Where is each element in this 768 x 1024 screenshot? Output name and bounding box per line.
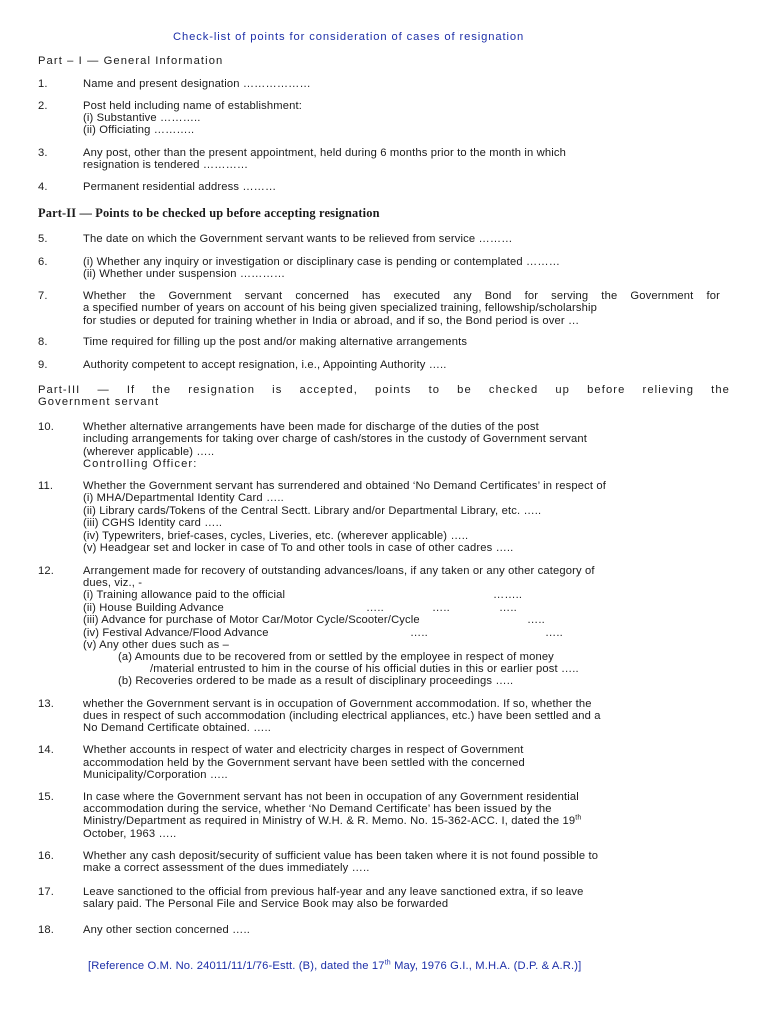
item-text: including arrangements for taking over charge of cash/stores in the custody of Government servant — [83, 433, 587, 445]
item-text: for studies or deputed for training whether in India or abroad, and if so, the Bond period is over … — [83, 315, 580, 327]
dots-placeholder: ….. — [432, 602, 450, 614]
item-number: 16. — [38, 850, 55, 862]
item-number: 18. — [38, 924, 55, 936]
item-text: Municipality/Corporation ….. — [83, 769, 228, 781]
sub-item: (a) Amounts due to be recovered from or settled by the employee in respect of money — [118, 651, 554, 663]
item-text: Whether the Government servant concerned has executed any Bond for serving the Government for — [83, 290, 720, 302]
sub-item: (b) Recoveries ordered to be made as a result of disciplinary proceedings ….. — [118, 675, 514, 687]
item-text: dues in respect of such accommodation (including electrical appliances, etc.) have been settled and a — [83, 710, 601, 722]
item-text: accommodation during the service, whether ‘No Demand Certificate’ has been issued by the — [83, 803, 552, 815]
item-number: 17. — [38, 886, 55, 898]
item-text: Any post, other than the present appointment, held during 6 months prior to the month in which — [83, 147, 567, 159]
dots-placeholder: ….. — [366, 602, 384, 614]
sub-item: (iv) Typewriters, brief-cases, cycles, Liveries, etc. (wherever applicable) ….. — [83, 530, 469, 542]
item-text: Time required for filling up the post and/or making alternative arrangements — [83, 336, 468, 348]
part2-heading: Part-II — Points to be checked up before accepting resignation — [38, 206, 380, 220]
part1-heading: Part – I — General Information — [38, 55, 224, 67]
item-text: whether the Government servant is in occupation of Government accommodation. If so, whether the — [83, 698, 592, 710]
item-text: Post held including name of establishment: — [83, 100, 302, 112]
item-number: 6. — [38, 256, 48, 268]
item-number: 10. — [38, 421, 55, 433]
item-number: 14. — [38, 744, 55, 756]
part3-heading: Government servant — [38, 396, 160, 408]
item-number: 9. — [38, 359, 48, 371]
sub-item: (i) Training allowance paid to the official — [83, 589, 286, 601]
part3-heading: Part-III — If the resignation is accepted, points to be checked up before relieving the — [38, 384, 730, 396]
item-text-part: Ministry/Department as required in Ministry of W.H. & R. Memo. No. 15-362-ACC. I, dated the 19 — [83, 815, 576, 827]
item-text: salary paid. The Personal File and Service Book may also be forwarded — [83, 898, 449, 910]
reference-note — [88, 960, 581, 973]
dots-placeholder: …….. — [493, 589, 523, 601]
item-text: Controlling Officer: — [83, 458, 198, 470]
item-number: 5. — [38, 233, 48, 245]
item-text: No Demand Certificate obtained. ….. — [83, 722, 272, 734]
item-text: a specified number of years on account of his being given specialized training, fellowship/scholarship — [83, 302, 598, 314]
sub-item: (iii) CGHS Identity card ….. — [83, 517, 223, 529]
dots-placeholder: ….. — [545, 627, 563, 639]
item-number: 7. — [38, 290, 48, 302]
item-text: Permanent residential address ……… — [83, 181, 277, 193]
item-text: In case where the Government servant has not been in occupation of any Government residential — [83, 791, 579, 803]
reference-part: May, 1976 G.I., M.H.A. (D.P. & A.R.)] — [390, 960, 582, 972]
sub-item: (ii) House Building Advance — [83, 602, 224, 614]
sub-item: (i) Substantive ……….. — [83, 112, 201, 124]
item-text: Name and present designation ……………… — [83, 78, 311, 90]
item-number: 13. — [38, 698, 55, 710]
item-text: Whether the Government servant has surrendered and obtained ‘No Demand Certificates’ in respect of — [83, 480, 606, 492]
item-text: Any other section concerned ….. — [83, 924, 250, 936]
dots-placeholder: ….. — [499, 602, 517, 614]
item-text — [83, 815, 581, 828]
item-number: 11. — [38, 480, 54, 492]
item-text: Leave sanctioned to the official from previous half-year and any leave sanctioned extra, if so leave — [83, 886, 584, 898]
item-text: The date on which the Government servant wants to be relieved from service ……… — [83, 233, 513, 245]
item-text: dues, viz., - — [83, 577, 143, 589]
item-text: accommodation held by the Government servant have been settled with the concerned — [83, 757, 525, 769]
sub-item: (iv) Festival Advance/Flood Advance — [83, 627, 269, 639]
sub-item: (ii) Officiating ……….. — [83, 124, 195, 136]
item-text: Authority competent to accept resignation, i.e., Appointing Authority ….. — [83, 359, 447, 371]
sub-item: (v) Headgear set and locker in case of To and other tools in case of other cadres ….. — [83, 542, 514, 554]
item-text: resignation is tendered ………… — [83, 159, 249, 171]
item-text: (wherever applicable) ….. — [83, 446, 215, 458]
item-number: 8. — [38, 336, 48, 348]
page-title: Check-list of points for consideration of cases of resignation — [173, 31, 525, 43]
sub-item: (v) Any other dues such as – — [83, 639, 229, 651]
sub-item: (ii) Library cards/Tokens of the Central Sectt. Library and/or Departmental Library, etc. ….. — [83, 505, 542, 517]
sub-item: (i) MHA/Departmental Identity Card ….. — [83, 492, 284, 504]
item-text: Whether alternative arrangements have been made for discharge of the duties of the post — [83, 421, 539, 433]
sub-item: /material entrusted to him in the course of his official duties in this or earlier post ….. — [150, 663, 579, 675]
item-text: Whether accounts in respect of water and electricity charges in respect of Government — [83, 744, 524, 756]
item-text: make a correct assessment of the dues immediately ….. — [83, 862, 370, 874]
reference-part: [Reference O.M. No. 24011/11/1/76-Estt. (B), dated the 17 — [88, 960, 385, 972]
item-number: 15. — [38, 791, 55, 803]
item-number: 12. — [38, 565, 55, 577]
dots-placeholder: ….. — [410, 627, 428, 639]
sub-item: (iii) Advance for purchase of Motor Car/Motor Cycle/Scooter/Cycle — [83, 614, 420, 626]
item-text: (ii) Whether under suspension ………… — [83, 268, 286, 280]
item-text: (i) Whether any inquiry or investigation or disciplinary case is pending or contemplated ……… — [83, 256, 561, 268]
item-number: 2. — [38, 100, 48, 112]
item-number: 3. — [38, 147, 48, 159]
item-text: Whether any cash deposit/security of sufficient value has been taken where it is not found possible to — [83, 850, 599, 862]
item-text: Arrangement made for recovery of outstanding advances/loans, if any taken or any other category of — [83, 565, 595, 577]
item-text: October, 1963 ….. — [83, 828, 177, 840]
superscript: th — [575, 814, 582, 822]
item-number: 1. — [38, 78, 48, 90]
item-number: 4. — [38, 181, 48, 193]
dots-placeholder: ….. — [527, 614, 545, 626]
superscript: th — [384, 959, 391, 967]
